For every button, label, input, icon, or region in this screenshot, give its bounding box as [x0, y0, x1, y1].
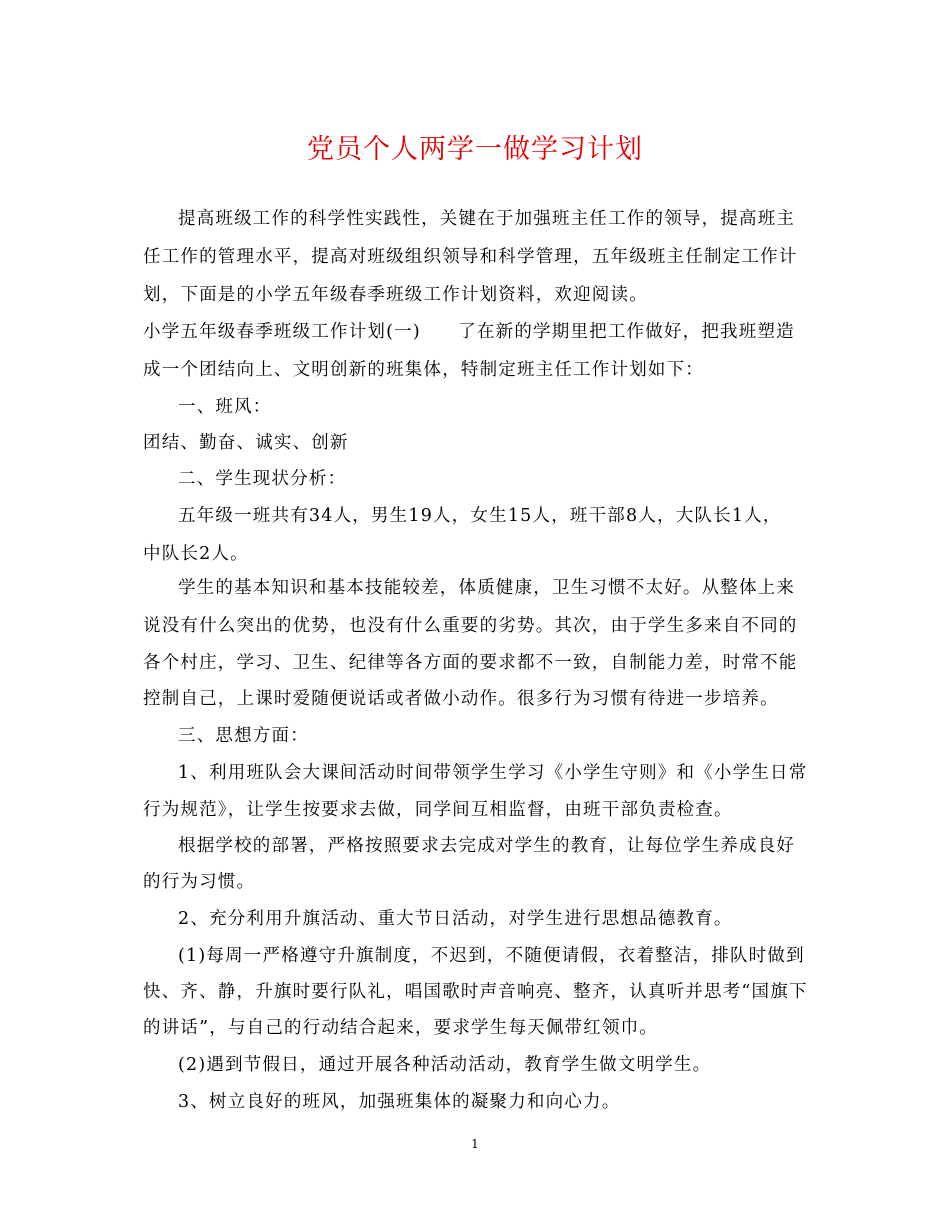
- document-title: 党员个人两学一做学习计划: [307, 134, 643, 165]
- paragraph-line: (1)每周一严格遵守升旗制度，不迟到，不随便请假，衣着整洁，排队时做到: [178, 946, 805, 966]
- paragraph-line: 的讲话”，与自己的行动结合起来，要求学生每天佩带红领巾。: [143, 1018, 659, 1038]
- paragraph-line: 学生的基本知识和基本技能较差，体质健康，卫生习惯不太好。从整体上来: [178, 578, 796, 598]
- section-heading: 一、班风：: [178, 397, 272, 417]
- paragraph-line: 任工作的管理水平，提高对班级组织领导和科学管理，五年级班主任制定工作计: [143, 247, 798, 267]
- paragraph-line: 团结、勤奋、诚实、创新: [143, 433, 349, 453]
- paragraph-line: 根据学校的部署，严格按照要求去完成对学生的教育，让每位学生养成良好: [178, 836, 796, 856]
- page-number: 1: [471, 1137, 479, 1151]
- paragraph-line: 提高班级工作的科学性实践性，关键在于加强班主任工作的领导，提高班主: [178, 209, 796, 229]
- paragraph-line: (2)遇到节假日，通过开展各种活动活动，教育学生做文明学生。: [178, 1055, 712, 1075]
- paragraph-line: 成一个团结向上、文明创新的班集体，特制定班主任工作计划如下：: [143, 360, 704, 380]
- paragraph-line: 快、齐、静，升旗时要行队礼，唱国歌时声音响亮、整齐，认真听并思考“国旗下: [143, 982, 808, 1002]
- paragraph-line: 划，下面是的小学五年级春季班级工作计划资料，欢迎阅读。: [143, 285, 648, 305]
- section-heading: 三、思想方面：: [178, 726, 309, 746]
- section-heading: 二、学生现状分析：: [178, 469, 347, 489]
- paragraph-line: 小学五年级春季班级工作计划(一) 了在新的学期里把工作做好，把我班塑造: [143, 322, 795, 342]
- paragraph-line: 五年级一班共有34人，男生19人，女生15人，班干部8人，大队长1人，: [178, 506, 782, 526]
- paragraph-line: 2、充分利用升旗活动、重大节日活动，对学生进行思想品德教育。: [178, 909, 733, 929]
- paragraph-line: 3、树立良好的班风，加强班集体的凝聚力和向心力。: [178, 1092, 621, 1112]
- paragraph-line: 控制自己，上课时爱随便说话或者做小动作。很多行为习惯有待进一步培养。: [143, 689, 779, 709]
- paragraph-line: 的行为习惯。: [143, 872, 256, 892]
- paragraph-line: 各个村庄，学习、卫生、纪律等各方面的要求都不一致，自制能力差，时常不能: [143, 653, 798, 673]
- paragraph-line: 说没有什么突出的优势，也没有什么重要的劣势。其次，由于学生多来自不同的: [143, 616, 798, 636]
- paragraph-line: 中队长2人。: [143, 544, 249, 564]
- paragraph-line: 行为规范》，让学生按要求去做，同学间互相监督，由班干部负责检查。: [143, 800, 733, 820]
- paragraph-line: 1、利用班队会大课间活动时间带领学生学习《小学生守则》和《小学生日常: [178, 763, 808, 783]
